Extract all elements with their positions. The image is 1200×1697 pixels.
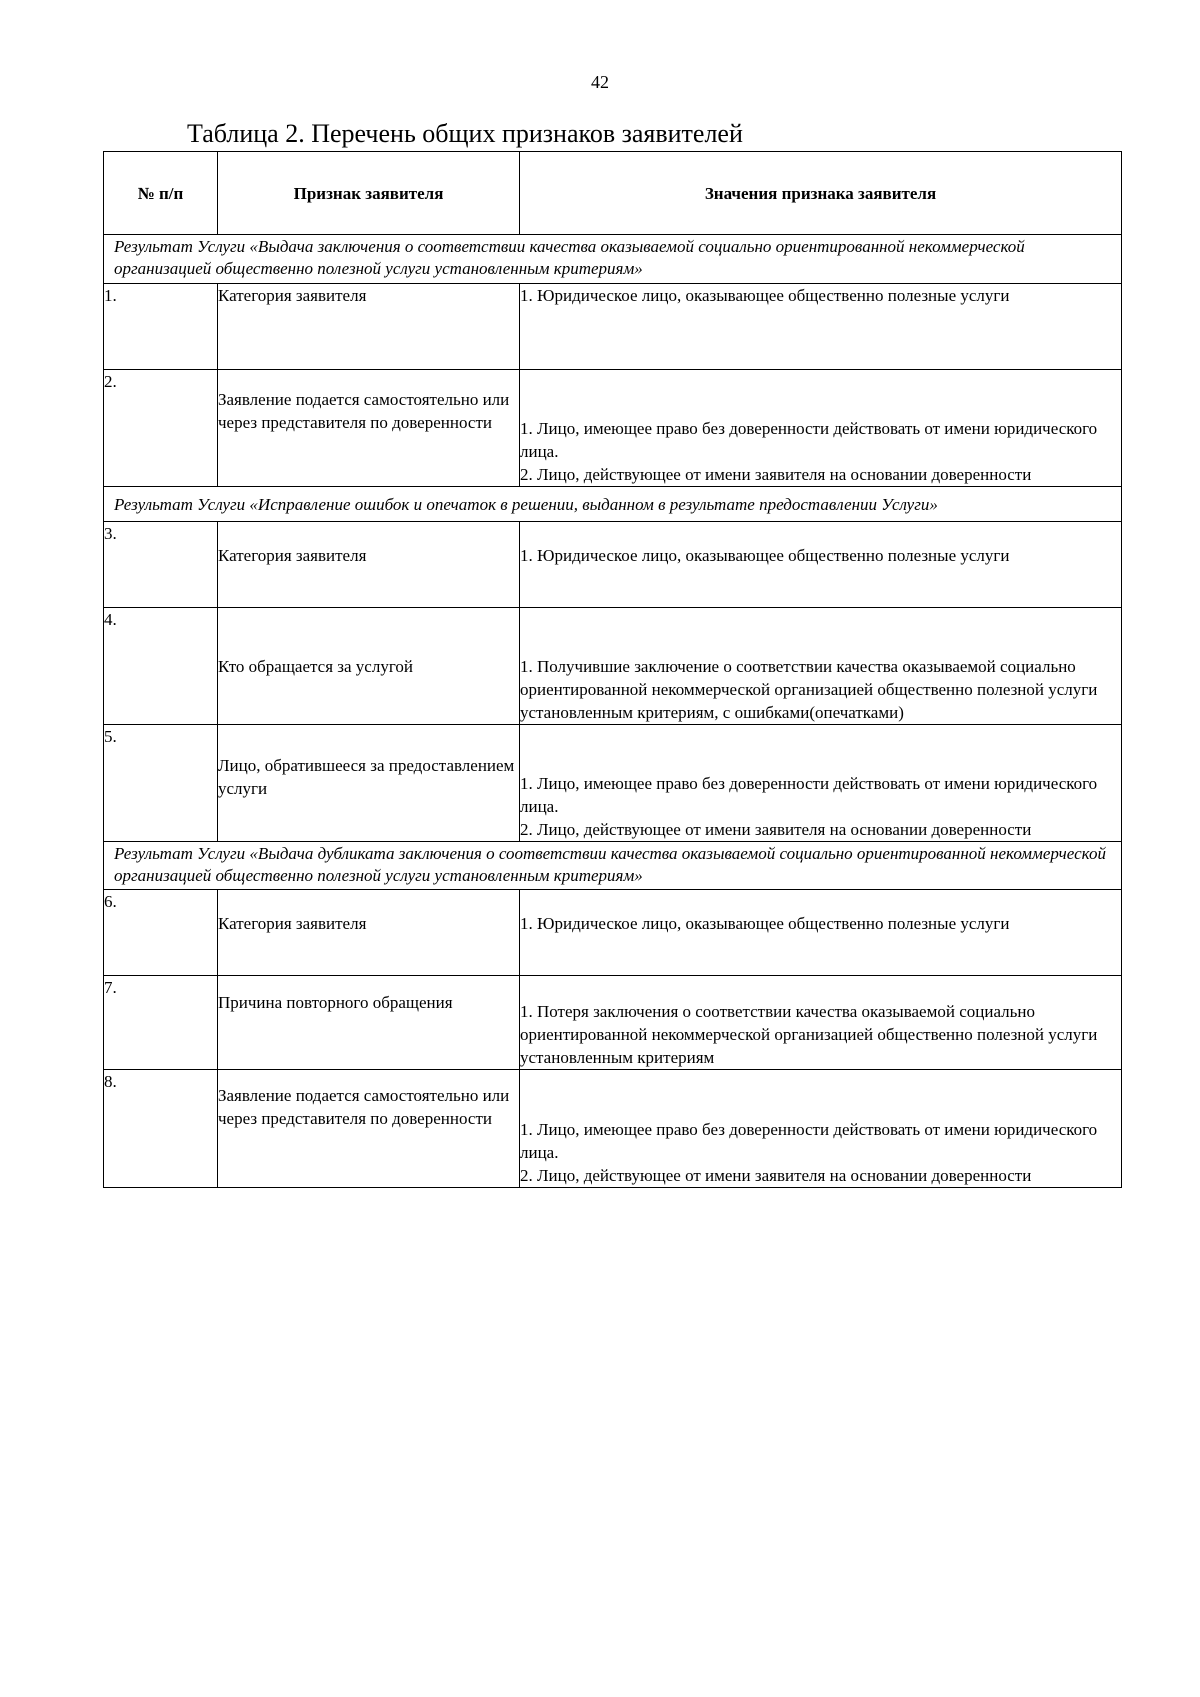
row-values [520, 608, 1122, 725]
row-attribute-text: Кто обращается за услугой [218, 656, 413, 676]
row-number: 8. [104, 1070, 218, 1188]
row-value-item: 1. Лицо, имеющее право без доверенности действовать от имени юридического лица. [520, 774, 1098, 816]
row-value-item: 2. Лицо, действующее от имени заявителя на основании доверенности [520, 1166, 1032, 1185]
table-row [104, 284, 1122, 370]
row-value-item: 1. Потеря заключения о соответствии качества оказываемой социально ориентированной некоммерческой организацией общественно полезной услуги установленным критериям [520, 1002, 1098, 1067]
section-title: Результат Услуги «Выдача заключения о соответствии качества оказываемой социально ориентированной некоммерческой организацией общественно полезной услуги установленным критериям» [104, 235, 1122, 284]
header-attribute: Признак заявителя [218, 152, 520, 235]
row-value-item: 2. Лицо, действующее от имени заявителя на основании доверенности [520, 465, 1032, 484]
header-values: Значения признака заявителя [520, 152, 1122, 235]
row-values [520, 1070, 1122, 1188]
row-value-item: 1. Лицо, имеющее право без доверенности действовать от имени юридического лица. [520, 1120, 1098, 1162]
table-row [104, 1070, 1122, 1188]
table-row [104, 522, 1122, 608]
row-value-item: 2. Лицо, действующее от имени заявителя на основании доверенности [520, 820, 1032, 839]
section-row [104, 842, 1122, 890]
row-number: 2. [104, 370, 218, 487]
row-attribute: Категория заявителя [218, 522, 520, 608]
row-value-item: 1. Юридическое лицо, оказывающее общественно полезные услуги [520, 914, 1010, 933]
section-row [104, 487, 1122, 522]
row-values [520, 284, 1122, 370]
row-number: 1. [104, 284, 218, 370]
section-title: Результат Услуги «Выдача дубликата заключения о соответствии качества оказываемой социально ориентированной некоммерческой организацией общественно полезной услуги установленным критериям» [104, 842, 1122, 890]
row-values [520, 725, 1122, 842]
table-row [104, 890, 1122, 976]
row-number: 7. [104, 976, 218, 1070]
row-values [520, 890, 1122, 976]
row-values [520, 370, 1122, 487]
page-number: 42 [591, 72, 609, 92]
row-value-item: 1. Юридическое лицо, оказывающее общественно полезные услуги [520, 546, 1010, 565]
table-row [104, 370, 1122, 487]
row-value-item: 1. Получившие заключение о соответствии качества оказываемой социально ориентированной некоммерческой организацией общественно полезной услуги установленным критериям, с ошибками(опечатками) [520, 657, 1098, 722]
table-row [104, 976, 1122, 1070]
row-attribute: Категория заявителя [218, 284, 520, 370]
table-row [104, 608, 1122, 725]
row-attribute: Заявление подается самостоятельно или через представителя по доверенности [218, 1070, 520, 1188]
table-title: Таблица 2. Перечень общих признаков заявителей [187, 119, 743, 148]
table-header-row [104, 152, 1122, 235]
row-attribute: Заявление подается самостоятельно или через представителя по доверенности [218, 370, 520, 487]
row-number: 5. [104, 725, 218, 842]
row-attribute: Причина повторного обращения [218, 976, 520, 1070]
row-number: 6. [104, 890, 218, 976]
row-values [520, 522, 1122, 608]
row-value-item: 1. Лицо, имеющее право без доверенности действовать от имени юридического лица. [520, 419, 1098, 461]
row-value-item: 1. Юридическое лицо, оказывающее общественно полезные услуги [520, 286, 1010, 305]
row-attribute [218, 608, 520, 725]
row-values [520, 976, 1122, 1070]
section-title: Результат Услуги «Исправление ошибок и опечаток в решении, выданном в результате предоставлении Услуги» [104, 487, 1122, 522]
row-number: 4. [104, 608, 218, 725]
row-attribute: Лицо, обратившееся за предоставлением услуги [218, 725, 520, 842]
row-attribute: Категория заявителя [218, 890, 520, 976]
applicant-criteria-table [103, 151, 1122, 1188]
section-row [104, 235, 1122, 284]
row-number: 3. [104, 522, 218, 608]
header-num: № п/п [104, 152, 218, 235]
table-row [104, 725, 1122, 842]
